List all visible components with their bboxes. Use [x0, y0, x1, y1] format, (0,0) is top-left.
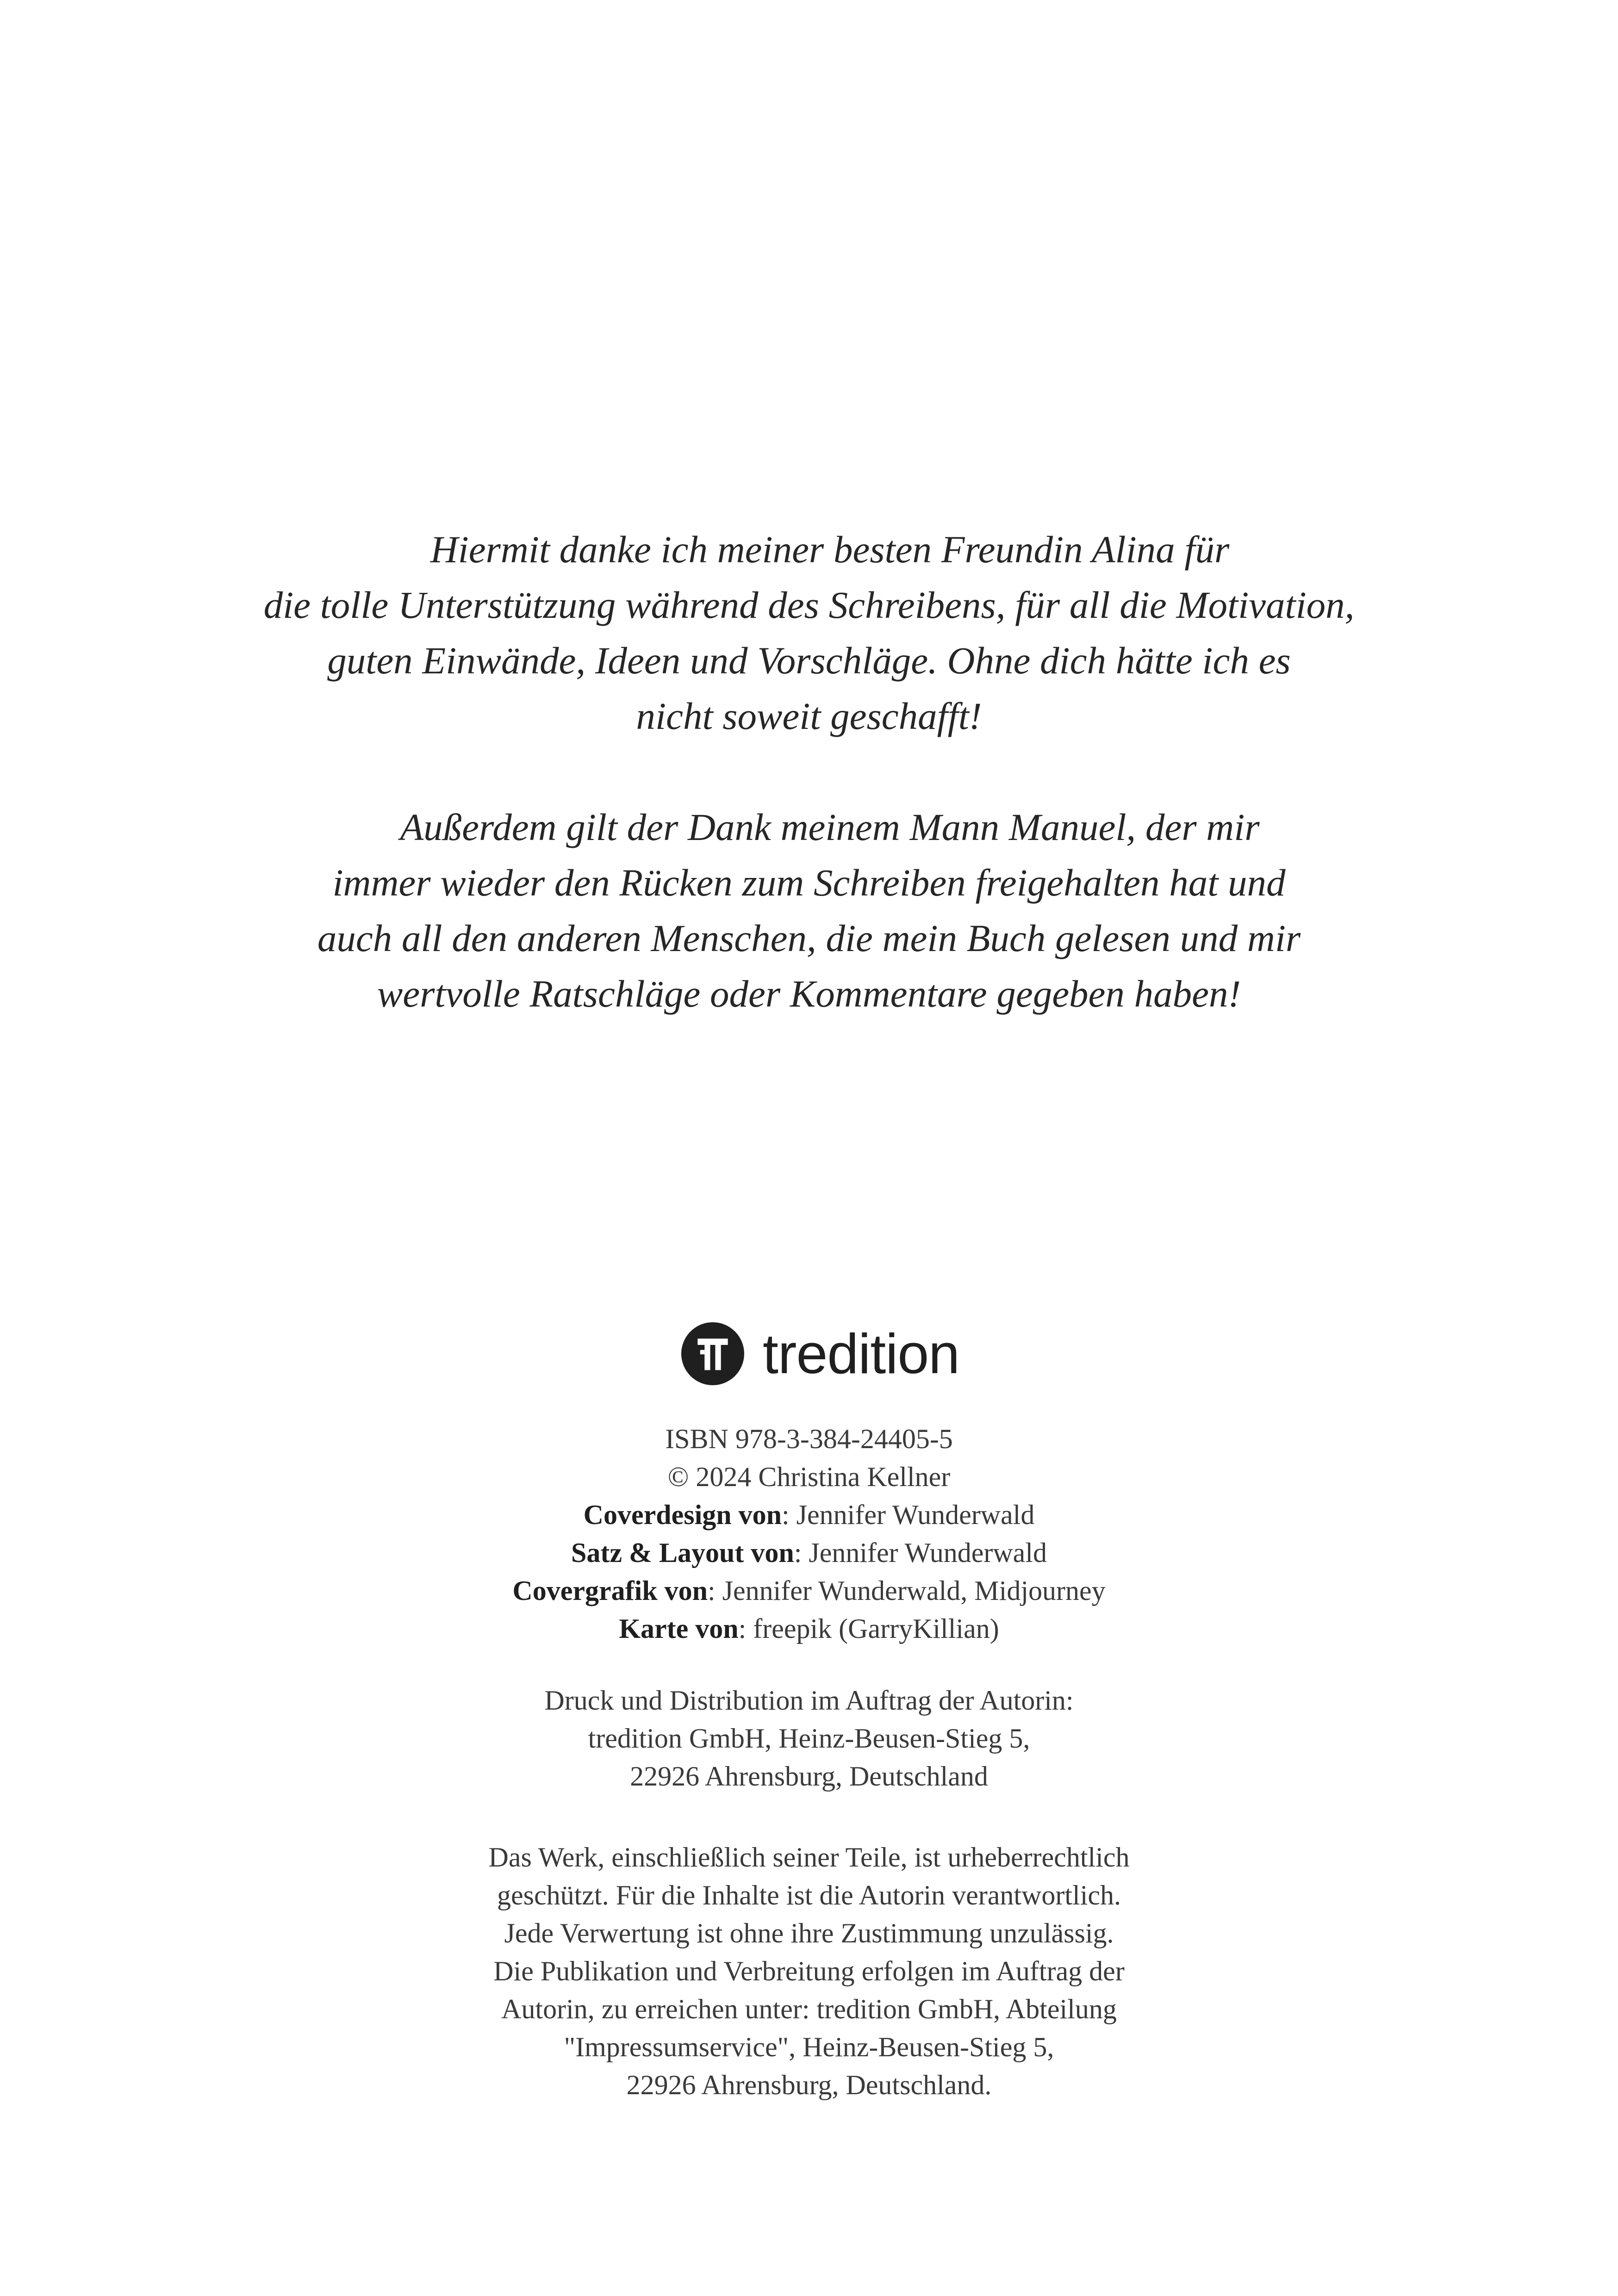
dedication-line: wertvolle Ratschläge oder Kommentare gegeben haben! [377, 972, 1241, 1015]
dedication-line: Hiermit danke ich meiner besten Freundin Alina für [430, 528, 1230, 571]
printing-line: Druck und Distribution im Auftrag der Autorin: [544, 1685, 1074, 1716]
isbn: ISBN 978-3-384-24405-5 [665, 1424, 953, 1454]
dedication-paragraph-1 [0, 522, 1618, 744]
dedication-paragraph-2 [0, 799, 1618, 1021]
printing-line: 22926 Ahrensburg, Deutschland [630, 1761, 988, 1792]
legal-line: Die Publikation und Verbreitung erfolgen im Auftrag der [493, 1956, 1125, 1986]
dedication-line: auch all den anderen Menschen, die mein Buch gelesen und mir [317, 917, 1301, 959]
legal-line: Das Werk, einschließlich seiner Teile, ist urheberrechtlich [488, 1842, 1130, 1873]
legal-line: Autorin, zu erreichen unter: tredition GmbH, Abteilung [501, 1994, 1117, 2024]
dedication-line: immer wieder den Rücken zum Schreiben freigehalten hat und [332, 861, 1286, 904]
credit-line: Satz & Layout von: Jennifer Wunderwald [571, 1537, 1047, 1568]
tredition-logo-icon [681, 1322, 744, 1385]
legal-line: geschützt. Für die Inhalte ist die Autorin verantwortlich. [497, 1880, 1121, 1910]
credit-line: Karte von: freepik (GarryKillian) [619, 1613, 999, 1644]
publisher-name: tredition [763, 1322, 960, 1385]
dedication-line: nicht soweit geschafft! [636, 695, 982, 737]
imprint-credits [0, 1420, 1618, 1648]
credit-line: Coverdesign von: Jennifer Wunderwald [583, 1500, 1035, 1530]
dedication-line: guten Einwände, Ideen und Vorschläge. Ohne dich hätte ich es [327, 639, 1291, 682]
legal-line: "Impressumservice", Heinz-Beusen-Stieg 5, [564, 2032, 1054, 2062]
imprint-printing [0, 1681, 1618, 1795]
legal-line: 22926 Ahrensburg, Deutschland. [626, 2070, 992, 2100]
legal-line: Jede Verwertung ist ohne ihre Zustimmung unzulässig. [504, 1918, 1114, 1948]
publisher-logo [681, 1321, 959, 1386]
dedication-line: die tolle Unterstützung während des Schreibens, für all die Motivation, [263, 584, 1355, 626]
dedication-line: Außerdem gilt der Dank meinem Mann Manuel, der mir [400, 806, 1260, 848]
imprint-legal-notice [0, 1838, 1618, 2104]
copyright: © 2024 Christina Kellner [667, 1462, 951, 1492]
printing-line: tredition GmbH, Heinz-Beusen-Stieg 5, [588, 1723, 1030, 1754]
credit-line: Covergrafik von: Jennifer Wunderwald, Midjourney [512, 1575, 1106, 1606]
